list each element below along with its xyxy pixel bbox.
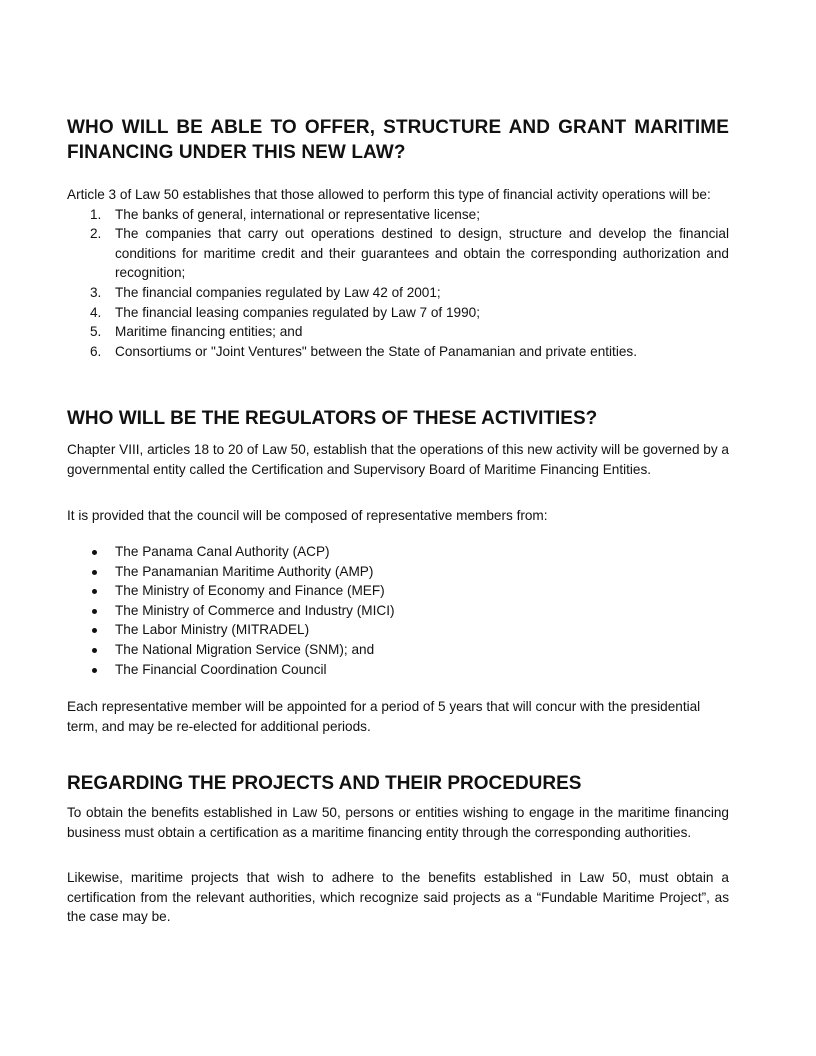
list-item-text: The banks of general, international or representative license; <box>115 206 480 222</box>
list-item <box>67 562 729 582</box>
list-item <box>67 542 729 562</box>
bullet-icon <box>92 628 97 633</box>
bullet-icon <box>92 668 97 673</box>
bullet-icon <box>92 609 97 614</box>
list-item-text: Consortiums or "Joint Ventures" between the State of Panamanian and private entities. <box>115 343 637 359</box>
council-members-block <box>67 542 729 679</box>
section2-para3-block <box>67 697 729 736</box>
list-item-text: The Panama Canal Authority (ACP) <box>115 544 330 559</box>
list-item-text: The Financial Coordination Council <box>115 661 327 677</box>
section2-body <box>67 440 729 479</box>
section1-heading-line1: WHO WILL BE ABLE TO OFFER, STRUCTURE AND GRANT MARITIME <box>67 117 729 138</box>
list-item-text: The Ministry of Commerce and Industry (MICI) <box>115 602 395 618</box>
list-number: 2. <box>90 226 102 242</box>
section1-body <box>67 185 729 361</box>
bullet-icon <box>92 550 97 555</box>
list-item <box>67 205 729 225</box>
council-members-list <box>67 542 729 679</box>
list-item-text: The Labor Ministry (MITRADEL) <box>115 622 310 638</box>
section2-para2: It is provided that the council will be composed of representative members from: <box>67 508 548 523</box>
list-item <box>67 660 729 680</box>
list-item <box>67 322 729 342</box>
list-item <box>67 342 729 362</box>
bullet-icon <box>92 589 97 594</box>
section3-para2-block <box>67 868 729 927</box>
bullet-icon <box>92 570 97 575</box>
section2-intro-block <box>67 506 729 526</box>
list-item-text: The companies that carry out operations destined to design, structure and develop the financial conditions for maritime credit and their guarantees and obtain the corresponding authorization and recognition; <box>115 226 729 281</box>
list-item-text: The Panamanian Maritime Authority (AMP) <box>115 563 374 579</box>
list-item-text: The Ministry of Economy and Finance (MEF) <box>115 583 385 599</box>
list-item-text: Maritime financing entities; and <box>115 324 303 340</box>
section2-heading: WHO WILL BE THE REGULATORS OF THESE ACTIVITIES? <box>67 408 598 429</box>
list-item <box>67 620 729 640</box>
bullet-icon <box>92 648 97 653</box>
list-number: 3. <box>90 284 102 300</box>
section3-para1: To obtain the benefits established in Law 50, persons or entities wishing to engage in the maritime financing business must obtain a certification as a maritime financing entity through the corresponding authorities. <box>67 805 729 840</box>
section3-heading: REGARDING THE PROJECTS AND THEIR PROCEDURES <box>67 773 582 794</box>
list-item <box>67 581 729 601</box>
list-item <box>67 303 729 323</box>
list-number: 1. <box>90 206 102 222</box>
list-item-text: The National Migration Service (SNM); and <box>115 641 375 657</box>
section3-para2: Likewise, maritime projects that wish to adhere to the benefits established in Law 50, must obtain a certification from the relevant authorities, which recognize said projects as a “Fundable Maritime Project”, as the case may be. <box>67 870 729 925</box>
section1-heading <box>67 115 729 165</box>
list-number: 4. <box>90 304 102 320</box>
list-item-text: The financial companies regulated by Law 42 of 2001; <box>115 284 441 300</box>
list-item <box>67 601 729 621</box>
list-item-text: The financial leasing companies regulated by Law 7 of 1990; <box>115 304 481 320</box>
list-item <box>67 224 729 283</box>
section1-heading-line2: FINANCING UNDER THIS NEW LAW? <box>67 142 406 163</box>
list-item <box>67 283 729 303</box>
eligible-entities-list <box>67 205 729 362</box>
section2-para1: Chapter VIII, articles 18 to 20 of Law 50, establish that the operations of this new activity will be governed by a governmental entity called the Certification and Supervisory Board of Maritime Financing Entities. <box>67 442 729 477</box>
list-item <box>67 640 729 660</box>
section2-para3: Each representative member will be appointed for a period of 5 years that will concur with the presidential term, and may be re-elected for additional periods. <box>67 699 701 734</box>
list-number: 5. <box>90 324 102 340</box>
list-number: 6. <box>90 343 102 359</box>
section1-intro: Article 3 of Law 50 establishes that those allowed to perform this type of financial activity operations will be: <box>67 187 711 202</box>
section3-body <box>67 803 729 842</box>
